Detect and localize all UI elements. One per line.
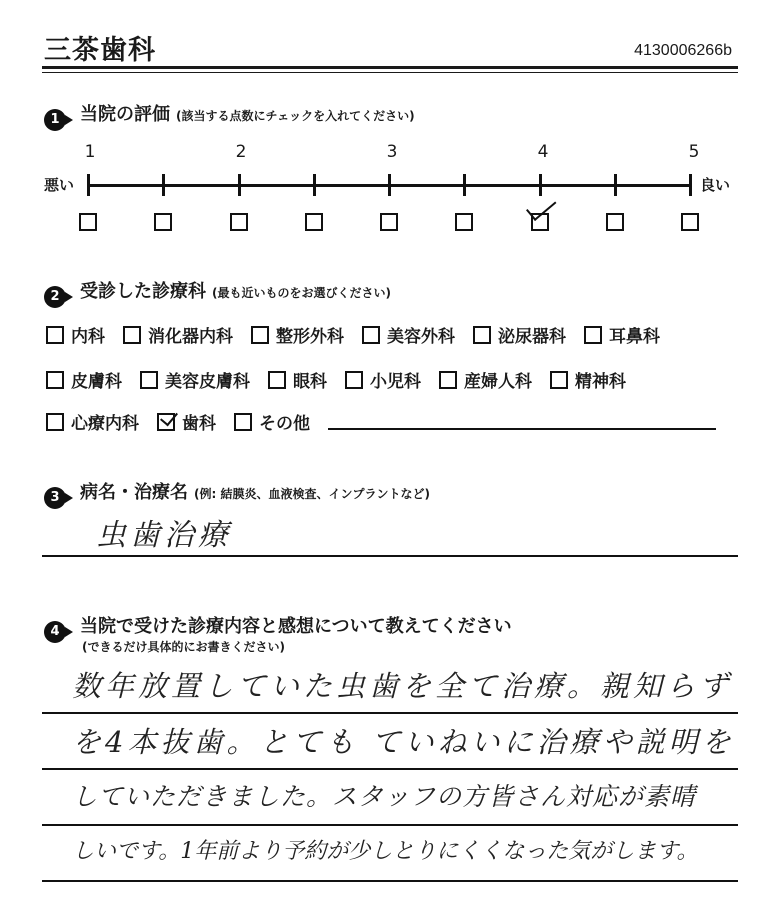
scale-tick: [238, 174, 241, 196]
scale-right-label: 良い: [700, 176, 731, 194]
header-rule-thick: [42, 66, 738, 69]
q2-heading: [44, 277, 391, 305]
comment-rule-3: [42, 824, 738, 826]
scale-tick: [689, 174, 692, 196]
department-checkbox[interactable]: [473, 326, 491, 344]
department-row-3: [46, 409, 738, 434]
department-option[interactable]: [157, 409, 216, 434]
comment-rule-1: [42, 712, 738, 714]
rating-checkbox[interactable]: [681, 213, 699, 231]
scale-tick: [463, 174, 466, 196]
q3-title: 病名・治療名: [80, 482, 188, 503]
comment-line-1[interactable]: 数年放置していた虫歯を全て治療。親知らず: [72, 669, 733, 703]
department-label: 皮膚科: [71, 372, 122, 392]
q3-note: (例: 結膜炎、血液検査、インプラントなど): [194, 487, 430, 501]
department-option[interactable]: [46, 409, 139, 434]
department-option[interactable]: [123, 322, 233, 347]
comment-rule-4: [42, 880, 738, 882]
department-label: 耳鼻科: [609, 327, 660, 347]
department-checkbox[interactable]: [234, 413, 252, 431]
check-mark-icon: [526, 192, 556, 221]
department-option[interactable]: [234, 409, 310, 434]
department-checkbox[interactable]: [345, 371, 363, 389]
q4-title: 当院で受けた診療内容と感想について教えてください: [80, 616, 512, 637]
q3-answer-line: [42, 555, 738, 557]
scale-number: 3: [386, 142, 398, 162]
rating-checkbox[interactable]: [154, 213, 172, 231]
q4-heading: [44, 612, 512, 640]
department-label: 産婦人科: [464, 372, 532, 392]
department-label: 歯科: [182, 414, 216, 434]
department-option[interactable]: [251, 322, 344, 347]
department-label: 整形外科: [276, 327, 344, 347]
q4-note: (できるだけ具体的にお書きください): [82, 640, 285, 654]
department-row-1: [46, 322, 660, 347]
department-checkbox[interactable]: [46, 413, 64, 431]
other-fill-line[interactable]: [328, 428, 716, 430]
rating-checkbox[interactable]: [531, 213, 549, 231]
department-option[interactable]: [550, 367, 626, 392]
scale-tick: [388, 174, 391, 196]
department-checkbox[interactable]: [157, 413, 175, 431]
department-option[interactable]: [439, 367, 532, 392]
q2-note: (最も近いものをお選びください): [212, 286, 391, 300]
scale-left-label: 悪い: [44, 176, 75, 194]
document-id: 4130006266b: [634, 42, 732, 59]
department-checkbox[interactable]: [439, 371, 457, 389]
department-option[interactable]: [140, 367, 250, 392]
rating-checkbox[interactable]: [606, 213, 624, 231]
department-label: 泌尿器科: [498, 327, 566, 347]
scale-tick: [162, 174, 165, 196]
department-label: 内科: [71, 327, 105, 347]
department-row-2: [46, 367, 626, 392]
rating-checkbox[interactable]: [305, 213, 323, 231]
department-checkbox[interactable]: [550, 371, 568, 389]
department-checkbox[interactable]: [362, 326, 380, 344]
department-checkbox[interactable]: [46, 326, 64, 344]
department-label: 心療内科: [71, 414, 139, 434]
q4-number-badge: 4: [44, 621, 66, 643]
clinic-name: 三茶歯科: [44, 35, 156, 66]
comment-rule-2: [42, 768, 738, 770]
q1-title: 当院の評価: [80, 104, 170, 125]
department-option[interactable]: [268, 367, 327, 392]
q1-heading: [44, 100, 415, 128]
department-label: 精神科: [575, 372, 626, 392]
scale-tick: [539, 174, 542, 196]
q3-heading: [44, 478, 430, 506]
department-option[interactable]: [362, 322, 455, 347]
department-label: 眼科: [293, 372, 327, 392]
department-option[interactable]: [345, 367, 421, 392]
q2-title: 受診した診療科: [80, 281, 206, 302]
department-label: 小児科: [370, 372, 421, 392]
scale-tick: [313, 174, 316, 196]
department-checkbox[interactable]: [140, 371, 158, 389]
q1-note: (該当する点数にチェックを入れてください): [176, 109, 415, 123]
rating-checkbox[interactable]: [230, 213, 248, 231]
comment-line-4[interactable]: しいです。1年前より予約が少しとりにくくなった気がします。: [72, 839, 699, 864]
department-checkbox[interactable]: [268, 371, 286, 389]
diagnosis-answer[interactable]: 虫歯治療: [96, 518, 232, 553]
scale-tick: [614, 174, 617, 196]
department-option[interactable]: [46, 367, 122, 392]
comment-line-2[interactable]: を4本抜歯。とても ていねいに治療や説明を: [72, 725, 735, 759]
scale-number: 4: [537, 142, 549, 162]
department-option[interactable]: [473, 322, 566, 347]
department-label: 消化器内科: [148, 327, 233, 347]
department-label: 美容外科: [387, 327, 455, 347]
department-checkbox[interactable]: [584, 326, 602, 344]
department-option[interactable]: [46, 322, 105, 347]
rating-checkbox[interactable]: [380, 213, 398, 231]
scale-number: 2: [235, 142, 247, 162]
comment-line-3[interactable]: していただきました。スタッフの方皆さん対応が素晴: [72, 782, 697, 811]
rating-checkbox[interactable]: [455, 213, 473, 231]
department-label: 美容皮膚科: [165, 372, 250, 392]
department-label: その他: [259, 414, 310, 434]
department-checkbox[interactable]: [251, 326, 269, 344]
scale-tick: [87, 174, 90, 196]
department-checkbox[interactable]: [46, 371, 64, 389]
department-checkbox[interactable]: [123, 326, 141, 344]
q1-number-badge: 1: [44, 109, 66, 131]
header-rule-thin: [42, 72, 738, 73]
rating-checkbox[interactable]: [79, 213, 97, 231]
q3-number-badge: 3: [44, 487, 66, 509]
q2-number-badge: 2: [44, 286, 66, 308]
department-option[interactable]: [584, 322, 660, 347]
scale-number: 5: [688, 142, 700, 162]
scale-number: 1: [84, 142, 96, 162]
